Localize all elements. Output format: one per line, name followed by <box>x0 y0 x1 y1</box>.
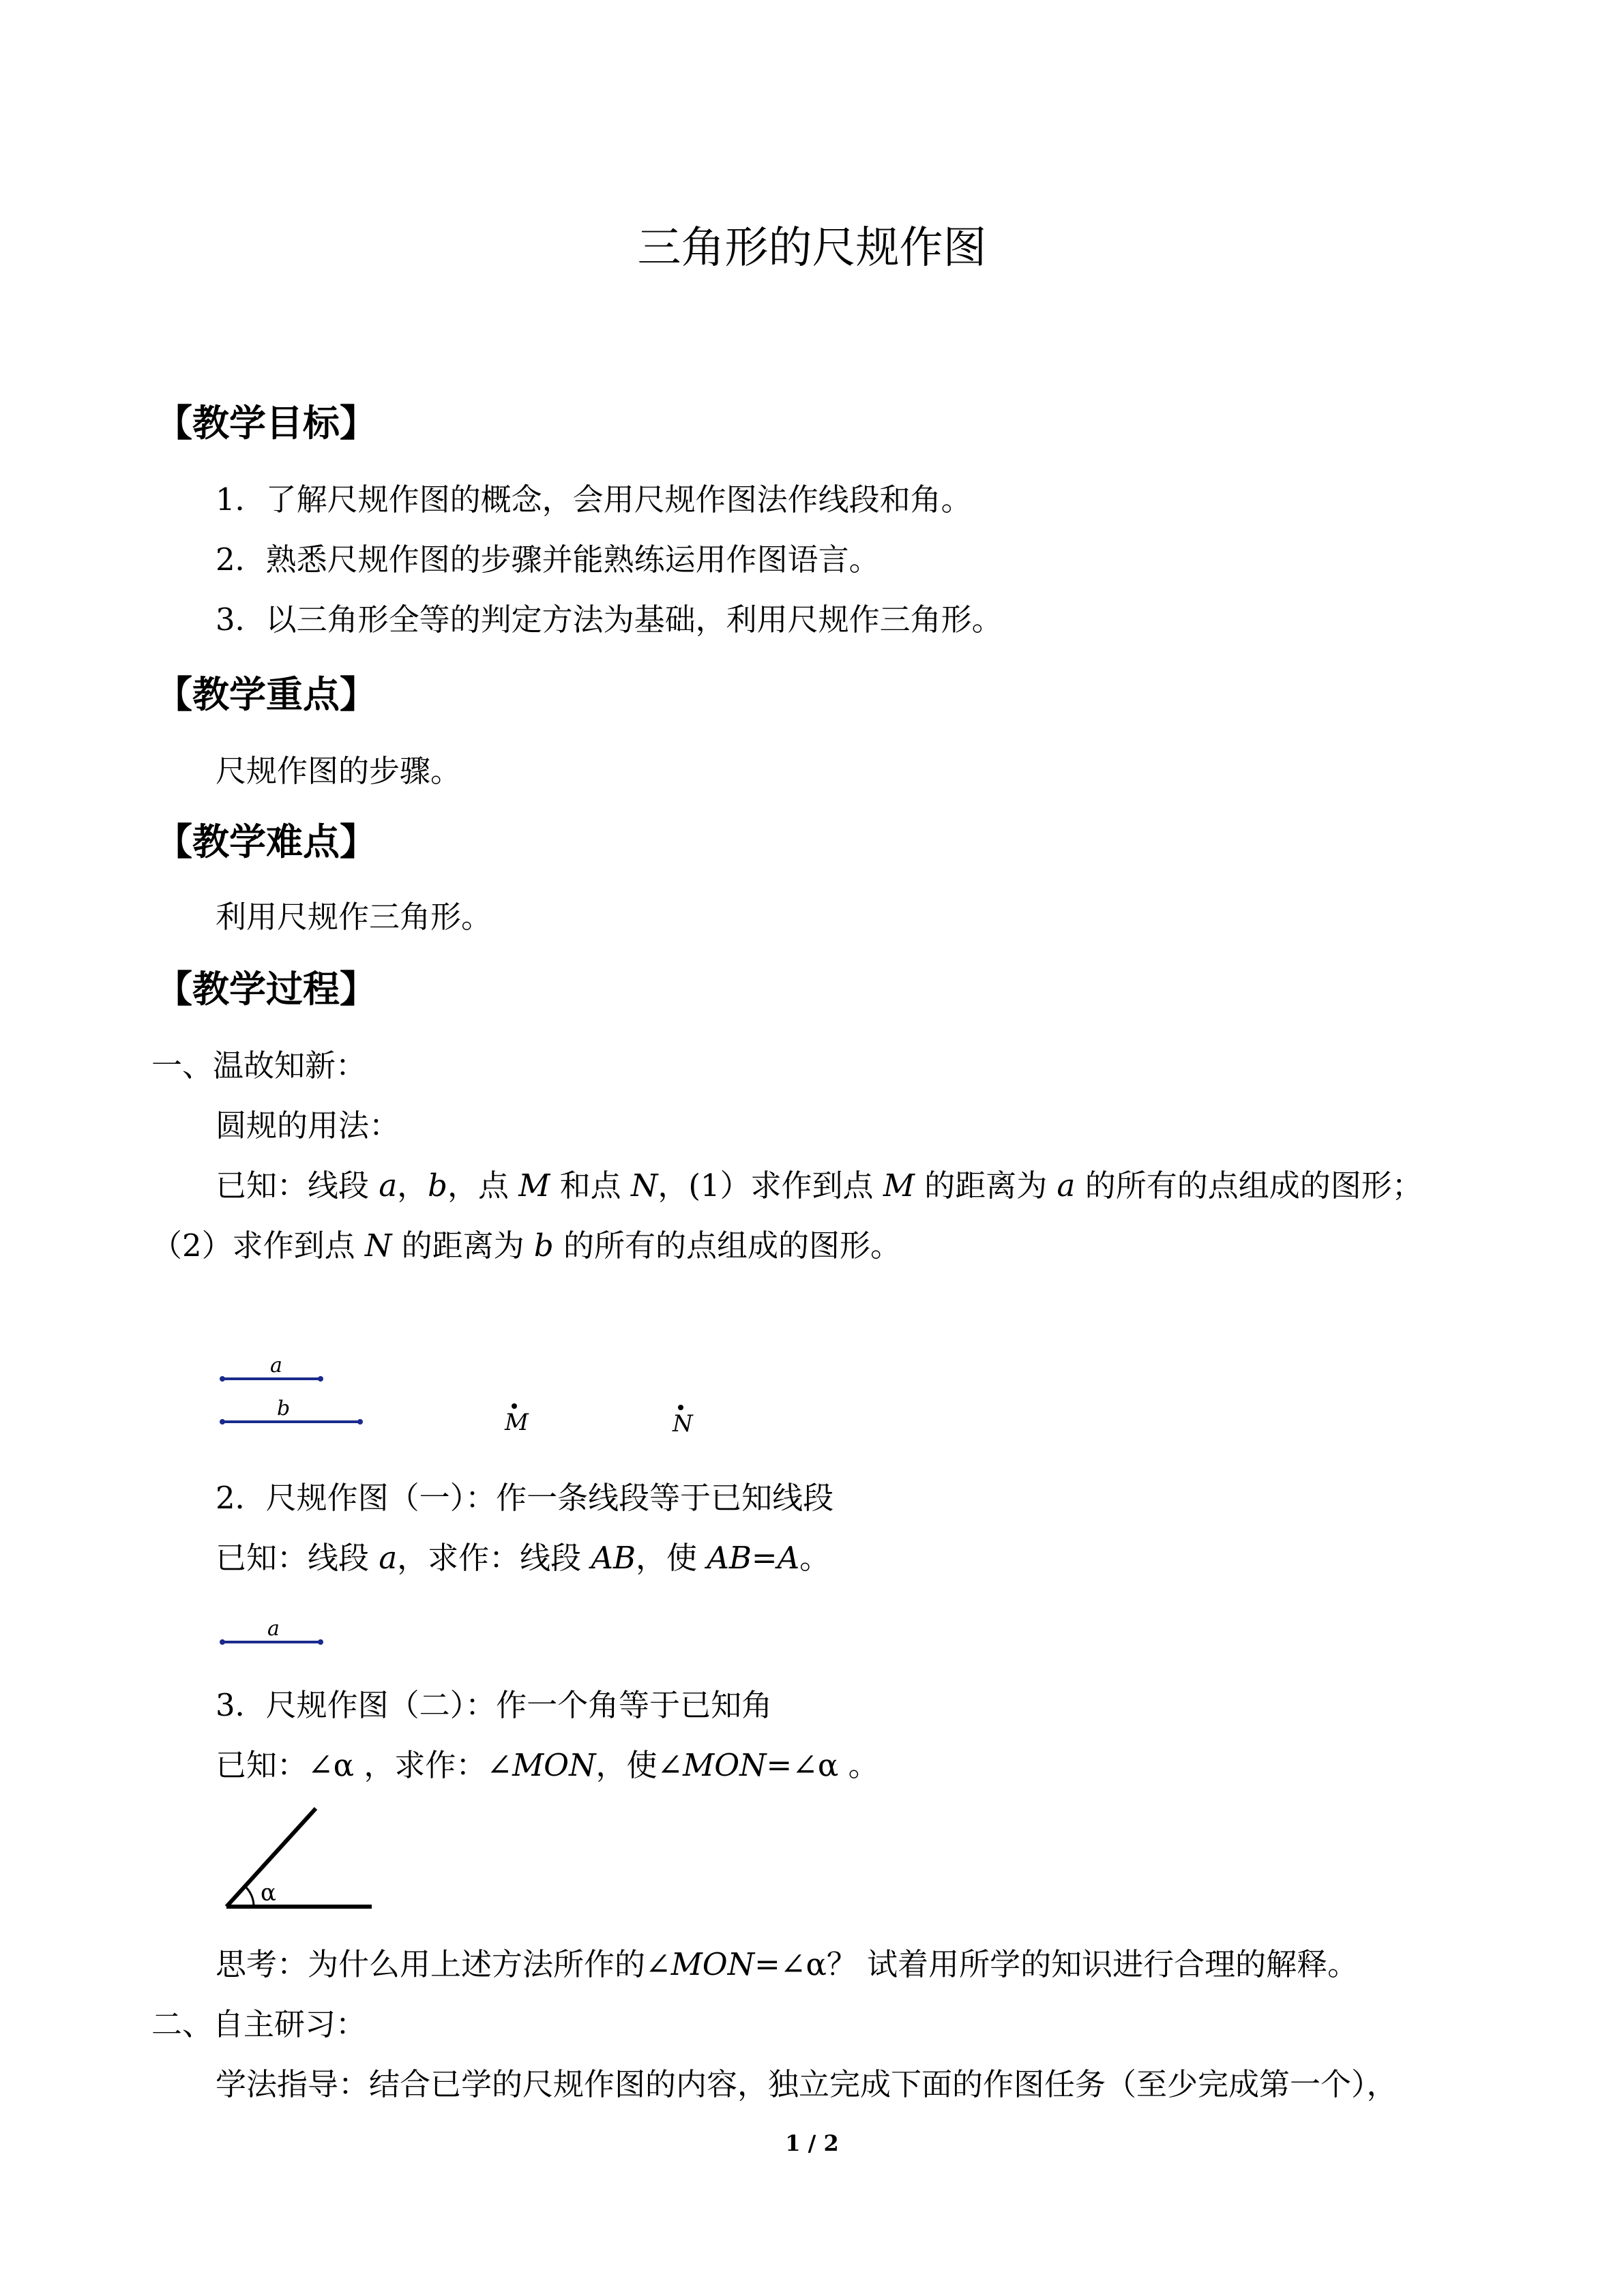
heading-key-point: 【教学重点】 <box>156 673 377 716</box>
given-line-1: 已知：线段 a，b，点 M 和点 N，(1）求作到点 M 的距离为 a 的所有的点组成的图形； <box>216 1167 1423 1204</box>
segment-a-endpoint-left <box>220 1376 225 1382</box>
part1-title: 一、温故知新： <box>151 1047 367 1084</box>
step3-given: 已知：∠α ，求作：∠MON，使∠MON=∠α 。 <box>216 1747 879 1783</box>
angle-alpha-label: α <box>261 1879 276 1907</box>
given-line-2: （2）求作到点 N 的距离为 b 的所有的点组成的图形。 <box>151 1227 902 1264</box>
difficulty-text: 利用尺规作三角形。 <box>216 899 492 935</box>
page-title: 三角形的尺规作图 <box>637 223 987 273</box>
segment-b-endpoint-right <box>357 1419 363 1425</box>
key-point-text: 尺规作图的步骤。 <box>216 753 462 789</box>
segment-b-label: b <box>277 1397 291 1420</box>
segment-a-label: a <box>270 1354 282 1377</box>
segment-a-endpoint-right <box>318 1376 323 1382</box>
page-number: 1 / 2 <box>785 2130 839 2156</box>
heading-process: 【教学过程】 <box>156 968 377 1011</box>
point-m-dot <box>512 1403 517 1409</box>
step2-given: 已知：线段 a，求作：线段 AB，使 AB=A。 <box>216 1540 831 1576</box>
objective-item-2: 2．熟悉尺规作图的步骤并能熟练运用作图语言。 <box>216 541 880 578</box>
segment-b-endpoint-left <box>220 1419 225 1425</box>
point-n-label: N <box>673 1410 693 1437</box>
angle-arc <box>245 1886 254 1907</box>
point-n-dot <box>678 1405 683 1410</box>
step3-title: 3．尺规作图（二）：作一个角等于已知角 <box>216 1687 773 1723</box>
heading-difficulty: 【教学难点】 <box>156 820 377 863</box>
step2-title: 2．尺规作图（一）：作一条线段等于已知线段 <box>216 1480 834 1516</box>
part2-title: 二、自主研习： <box>151 2006 367 2042</box>
segment-a2-endpoint-right <box>318 1639 323 1645</box>
compass-use-label: 圆规的用法： <box>216 1107 400 1144</box>
heading-objectives: 【教学目标】 <box>156 402 377 445</box>
think-question: 思考：为什么用上述方法所作的∠MON=∠α？ 试着用所学的知识进行合理的解释。 <box>216 1946 1359 1982</box>
point-m-label: M <box>505 1409 529 1436</box>
segment-a2-endpoint-left <box>220 1639 225 1645</box>
objective-item-1: 1．了解尺规作图的概念，会用尺规作图法作线段和角。 <box>216 481 972 518</box>
study-guide-text: 学法指导：结合已学的尺规作图的内容，独立完成下面的作图任务（至少完成第一个）， <box>216 2066 1398 2102</box>
segment-a2-label: a <box>267 1617 280 1641</box>
objective-item-3: 3．以三角形全等的判定方法为基础，利用尺规作三角形。 <box>216 601 1003 638</box>
